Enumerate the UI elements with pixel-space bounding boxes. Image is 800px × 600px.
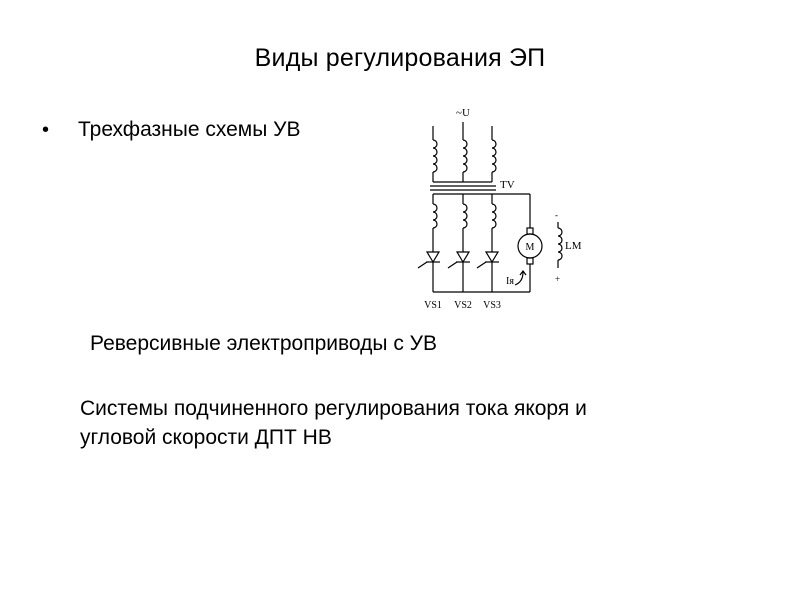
reversible-drives-text: Реверсивные электроприводы с УВ (90, 332, 438, 355)
bullet-item (42, 118, 301, 142)
slide-title: Виды регулирования ЭП (254, 44, 546, 72)
subordinate-control-line-1: Системы подчиненного регулирования тока якоря и (80, 397, 587, 420)
thyristor-label-vs2: VS2 (454, 300, 472, 311)
supply-label: ~U (456, 107, 470, 119)
thyristor-label-vs3: VS3 (483, 300, 501, 311)
field-winding-label: LM (565, 240, 582, 252)
bullet-text: Трехфазные схемы УВ (78, 118, 301, 141)
bullet-dot: • (42, 118, 50, 141)
armature-current-label: Iя (506, 276, 514, 287)
three-phase-rectifier-diagram (400, 98, 630, 318)
thyristor-label-vs1: VS1 (424, 300, 442, 311)
field-plus-sign: + (555, 274, 561, 284)
subordinate-control-line-2: угловой скорости ДПТ НВ (80, 426, 332, 449)
transformer-label: TV (500, 179, 515, 191)
field-minus-sign: - (555, 210, 558, 220)
motor-label: M (525, 242, 535, 253)
subordinate-control-text (80, 394, 780, 452)
